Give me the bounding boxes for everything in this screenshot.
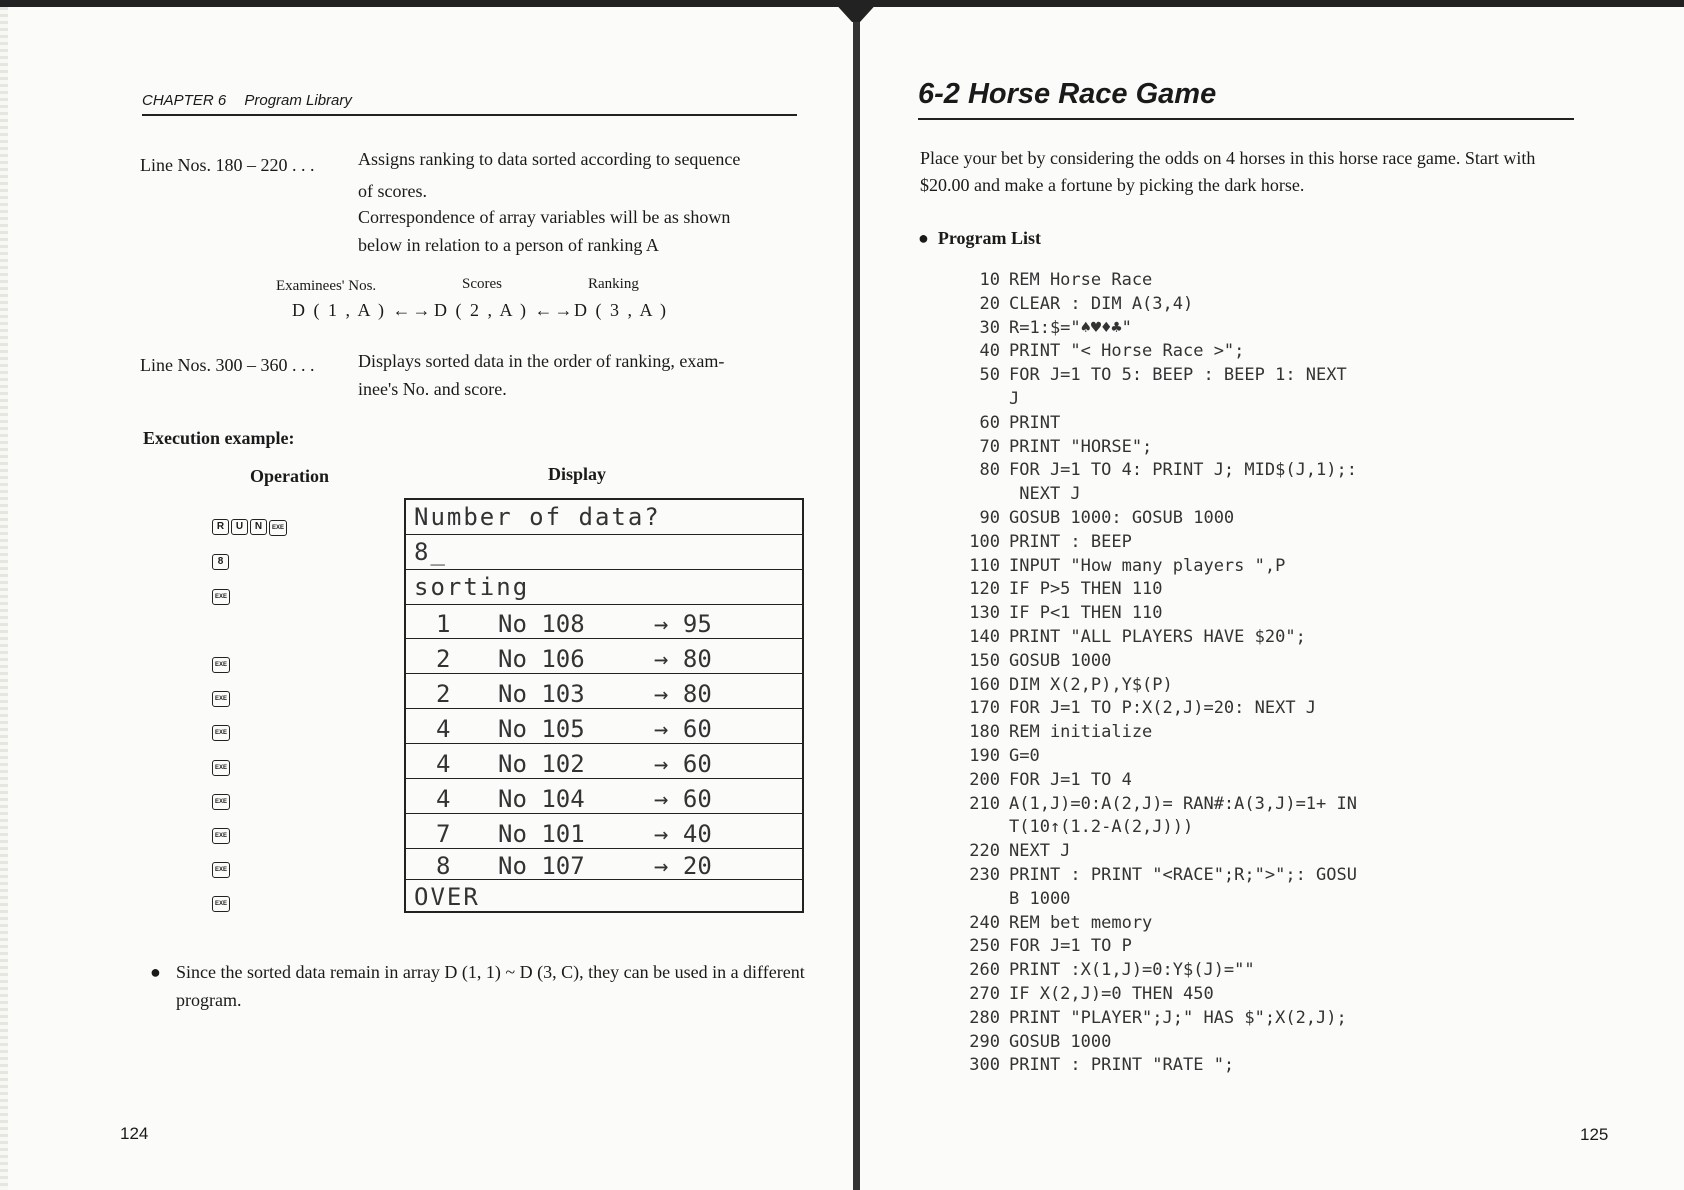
code-text: FOR J=1 TO P:X(2,J)=20: NEXT J: [1009, 698, 1317, 719]
page-number-left: 124: [120, 1124, 149, 1143]
display-over: OVER: [414, 883, 480, 911]
line-number: 170: [969, 698, 1000, 719]
code-text: PRINT :X(1,J)=0:Y$(J)="": [1009, 960, 1255, 981]
chapter-header: [142, 92, 797, 116]
line-number: 110: [969, 555, 1000, 576]
code-text: FOR J=1 TO 4: PRINT J; MID$(J,1);:: [1009, 460, 1357, 481]
code-line: [962, 936, 1432, 960]
code-line: [962, 508, 1432, 532]
code-line: [962, 627, 1432, 651]
array-d2: D ( 2 , A ) ←→: [434, 300, 575, 320]
result-no: No 104: [498, 785, 585, 813]
code-line: [962, 889, 1432, 913]
code-text: B 1000: [1009, 888, 1071, 909]
result-no: No 106: [498, 645, 585, 673]
line-300-desc-1: Displays sorted data in the order of ranking, exam-: [358, 351, 725, 371]
line-number: 210: [969, 793, 1000, 814]
code-line: [962, 841, 1432, 865]
result-row: [406, 639, 802, 674]
key-exe: EXE: [212, 794, 230, 810]
line-number: 50: [979, 365, 1000, 386]
code-line: [962, 770, 1432, 794]
code-line: [962, 817, 1432, 841]
code-line: [962, 556, 1432, 580]
line-number: 240: [969, 912, 1000, 933]
line-180-desc-4: below in relation to a person of ranking A: [358, 235, 659, 255]
key-exe: EXE: [212, 725, 230, 741]
display-row: [406, 570, 802, 605]
key-exe: EXE: [212, 589, 230, 605]
line-number: 140: [969, 626, 1000, 647]
result-row: [406, 604, 802, 639]
code-text: R=1:$="♠♥♦♣": [1009, 317, 1132, 338]
code-line: [962, 1032, 1432, 1056]
line-number: 280: [969, 1007, 1000, 1028]
result-row: [406, 814, 802, 849]
code-line: [962, 698, 1432, 722]
key-exe: EXE: [212, 657, 230, 673]
code-line: [962, 865, 1432, 889]
key-exe: EXE: [269, 520, 287, 536]
code-line: [962, 389, 1432, 413]
result-rank: 4: [436, 750, 451, 778]
line-300-label: Line Nos. 300 – 360 . . .: [140, 355, 315, 375]
display-heading: Display: [548, 464, 607, 484]
result-no: No 107: [498, 852, 585, 880]
line-180-desc-2: of scores.: [358, 181, 427, 201]
code-line: [962, 318, 1432, 342]
code-text: A(1,J)=0:A(2,J)= RAN#:A(3,J)=1+ IN: [1009, 793, 1357, 814]
result-rank: 8: [436, 852, 451, 880]
code-text: PRINT "HORSE";: [1009, 436, 1153, 457]
display-sorting: sorting: [414, 573, 530, 601]
code-text: G=0: [1009, 745, 1040, 766]
code-text: PRINT : PRINT "<RACE";R;">";: GOSU: [1009, 864, 1357, 885]
code-text: GOSUB 1000: GOSUB 1000: [1009, 507, 1235, 528]
code-line: [962, 1055, 1432, 1079]
line-number: 90: [979, 507, 1000, 528]
result-rank: 2: [436, 645, 451, 673]
code-line: [962, 579, 1432, 603]
display-row: [406, 880, 802, 910]
result-score: → 95: [654, 610, 712, 638]
line-number: 120: [969, 579, 1000, 600]
result-no: No 102: [498, 750, 585, 778]
result-rank: 4: [436, 785, 451, 813]
bullet-icon: ●: [150, 962, 161, 982]
line-number: 20: [979, 293, 1000, 314]
code-line: [962, 484, 1432, 508]
program-listing: [962, 270, 1432, 1079]
key-exe: EXE: [212, 691, 230, 707]
code-text: NEXT J: [1009, 841, 1071, 862]
code-line: [962, 603, 1432, 627]
result-score: → 40: [654, 820, 712, 848]
code-text: GOSUB 1000: [1009, 1031, 1112, 1052]
code-line: [962, 365, 1432, 389]
program-list-title: Program List: [937, 228, 1042, 248]
array-d3: D ( 3 , A ): [574, 300, 668, 320]
spine-cap-shape: [832, 0, 880, 22]
code-text: REM initialize: [1009, 722, 1153, 743]
result-rank: 2: [436, 680, 451, 708]
code-line: [962, 341, 1432, 365]
line-number: 220: [969, 841, 1000, 862]
line-number: 160: [969, 674, 1000, 695]
code-text: FOR J=1 TO P: [1009, 936, 1132, 957]
operation-heading: Operation: [250, 466, 329, 486]
key-u: U: [231, 519, 248, 535]
code-line: [962, 722, 1432, 746]
code-line: [962, 413, 1432, 437]
key-r: R: [212, 519, 229, 535]
result-score: → 80: [654, 680, 712, 708]
display-entry: 8_: [414, 538, 447, 566]
run-key-sequence: [212, 516, 289, 536]
code-text: PRINT : PRINT "RATE ";: [1009, 1055, 1235, 1076]
line-number: 130: [969, 603, 1000, 624]
line-number: 260: [969, 960, 1000, 981]
code-text: T(10↑(1.2-A(2,J))): [1009, 817, 1194, 838]
result-no: No 108: [498, 610, 585, 638]
result-rank: 7: [436, 820, 451, 848]
page-number-right: 125: [1580, 1125, 1609, 1144]
line-number: 10: [979, 270, 1000, 290]
result-no: No 101: [498, 820, 585, 848]
examinees-heading: Examinees' Nos.: [276, 278, 377, 294]
line-number: 290: [969, 1031, 1000, 1052]
code-line: [962, 460, 1432, 484]
result-rank: 4: [436, 715, 451, 743]
code-text: IF P<1 THEN 110: [1009, 603, 1163, 624]
code-text: REM bet memory: [1009, 912, 1153, 933]
result-score: → 60: [654, 715, 712, 743]
key-8: 8: [212, 554, 229, 570]
code-text: FOR J=1 TO 4: [1009, 769, 1132, 790]
line-180-desc-3: Correspondence of array variables will be as shown: [358, 207, 731, 227]
page-edge: [0, 0, 8, 1190]
result-row: [406, 849, 802, 880]
code-text: J: [1009, 388, 1020, 409]
line-number: 30: [979, 317, 1000, 338]
key-exe: EXE: [212, 862, 230, 878]
display-row: [406, 500, 802, 535]
line-300-desc-2: inee's No. and score.: [358, 379, 507, 399]
code-text: IF P>5 THEN 110: [1009, 579, 1163, 600]
line-number: 190: [969, 745, 1000, 766]
code-line: [962, 651, 1432, 675]
code-text: PRINT : BEEP: [1009, 531, 1132, 552]
chapter-label: CHAPTER 6: [142, 92, 227, 109]
line-number: 150: [969, 650, 1000, 671]
program-list-heading: [918, 228, 1041, 249]
line-number: 100: [969, 531, 1000, 552]
calculator-display: [404, 498, 804, 913]
code-line: [962, 960, 1432, 984]
intro-paragraph: Place your bet by considering the odds on 4 horses in this horse race game. Start with $20.00 and make a fortune by picking the dark horse.: [920, 148, 1536, 195]
code-line: [962, 984, 1432, 1008]
key-exe: EXE: [212, 760, 230, 776]
code-text: NEXT J: [1009, 484, 1081, 505]
result-score: → 60: [654, 750, 712, 778]
ranking-heading: Ranking: [588, 276, 639, 292]
code-text: INPUT "How many players ",P: [1009, 555, 1286, 576]
line-number: 60: [979, 412, 1000, 433]
book-spine: [853, 0, 860, 1190]
result-row: [406, 779, 802, 814]
code-text: CLEAR : DIM A(3,4): [1009, 293, 1194, 314]
result-score: → 20: [654, 852, 712, 880]
result-row: [406, 674, 802, 709]
code-line: [962, 746, 1432, 770]
result-score: → 80: [654, 645, 712, 673]
result-row: [406, 709, 802, 744]
code-text: FOR J=1 TO 5: BEEP : BEEP 1: NEXT: [1009, 365, 1347, 386]
code-text: DIM X(2,P),Y$(P): [1009, 674, 1173, 695]
bullet-icon: ●: [918, 228, 929, 248]
result-rank: 1: [436, 610, 451, 638]
result-no: No 105: [498, 715, 585, 743]
line-180-label: Line Nos. 180 – 220 . . .: [140, 155, 315, 175]
display-row: [406, 535, 802, 570]
line-180-desc-1: Assigns ranking to data sorted according to sequence: [358, 149, 741, 169]
key-exe: EXE: [212, 896, 230, 912]
note-text: Since the sorted data remain in array D (1, 1) ~ D (3, C), they can be used in a different program.: [176, 962, 805, 1010]
code-line: [962, 675, 1432, 699]
line-number: 40: [979, 341, 1000, 362]
code-text: IF X(2,J)=0 THEN 450: [1009, 983, 1214, 1004]
line-number: 80: [979, 460, 1000, 481]
line-number: 70: [979, 436, 1000, 457]
line-number: 270: [969, 983, 1000, 1004]
code-line: [962, 1008, 1432, 1032]
line-number: 300: [969, 1055, 1000, 1076]
result-score: → 60: [654, 785, 712, 813]
result-no: No 103: [498, 680, 585, 708]
code-line: [962, 437, 1432, 461]
code-line: [962, 270, 1432, 294]
code-text: PRINT "ALL PLAYERS HAVE $20";: [1009, 626, 1306, 647]
line-number: 230: [969, 864, 1000, 885]
line-number: 250: [969, 936, 1000, 957]
key-n: N: [250, 519, 267, 535]
code-text: PRINT "PLAYER";J;" HAS $";X(2,J);: [1009, 1007, 1347, 1028]
array-d1: D ( 1 , A ) ←→: [292, 300, 433, 320]
line-number: 180: [969, 722, 1000, 743]
code-line: [962, 794, 1432, 818]
scores-heading: Scores: [462, 276, 502, 292]
code-text: GOSUB 1000: [1009, 650, 1112, 671]
page-title: 6-2 Horse Race Game: [918, 78, 1574, 120]
code-line: [962, 294, 1432, 318]
code-text: PRINT: [1009, 412, 1061, 433]
code-text: REM Horse Race: [1009, 270, 1153, 290]
code-line: [962, 913, 1432, 937]
code-line: [962, 532, 1432, 556]
result-row: [406, 744, 802, 779]
section-label: Program Library: [244, 92, 352, 109]
key-exe: EXE: [212, 828, 230, 844]
display-prompt: Number of data?: [414, 503, 661, 531]
line-number: 200: [969, 769, 1000, 790]
execution-title: Execution example:: [143, 428, 295, 448]
code-text: PRINT "< Horse Race >";: [1009, 341, 1245, 362]
